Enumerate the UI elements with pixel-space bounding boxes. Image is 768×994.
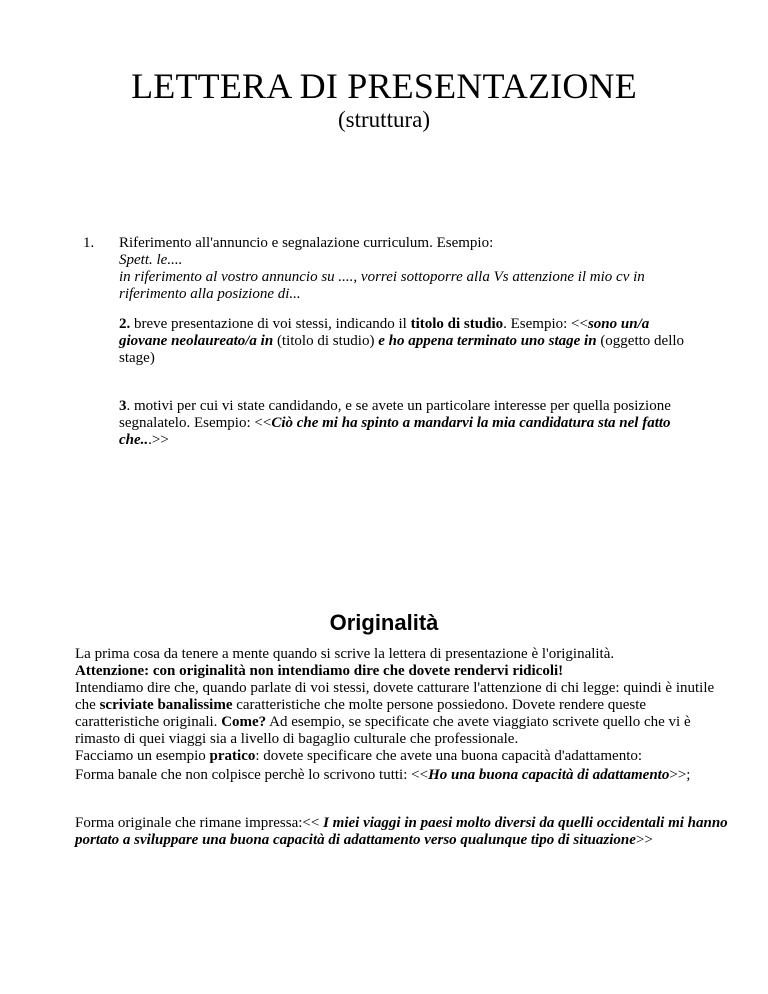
example-line: Spett. le....	[119, 252, 183, 268]
list-item-lead: Riferimento all'annuncio e segnalazione curriculum. Esempio:	[119, 235, 494, 251]
bold-text: scriviate banalissime	[99, 697, 233, 713]
list-item-2	[119, 316, 689, 367]
list-item-number: 3	[119, 398, 127, 414]
list-item-number: 1.	[83, 235, 95, 251]
text-run: >>;	[669, 767, 691, 783]
paragraph-text	[75, 748, 715, 765]
text-run: breve presentazione di voi stessi, indicando il	[130, 316, 411, 332]
text-run: Facciamo un esempio	[75, 748, 210, 764]
list-item-body	[119, 235, 699, 303]
document-title: LETTERA DI PRESENTAZIONE	[131, 66, 637, 106]
text-run: Intendiamo dire che, quando parlate di voi stessi, dovete catturare l'attenzione di chi legge: quindi è inutile che	[75, 680, 715, 713]
bold-italic-text: I miei viaggi in paesi molto diversi da quelli occidentali mi hanno portato a sviluppare una buona capacità di adattamento verso qualunque tipo di situazione	[75, 815, 728, 848]
warning-text: Attenzione: con originalità non intendiamo dire che dovete rendervi ridicoli!	[75, 663, 564, 679]
document-subtitle: (struttura)	[338, 107, 430, 132]
text-run: Ad esempio, se specificate che avete viaggiato scrivete quello che vi è rimasto di quei viaggi sia a livello di bagaglio culturale che professionale.	[75, 714, 691, 747]
text-run: >>	[635, 832, 653, 848]
section-heading: Originalità	[329, 610, 439, 635]
list-item-number: 2.	[119, 316, 131, 332]
bold-text: titolo di studio	[410, 316, 504, 332]
paragraph	[75, 815, 735, 849]
example-line: in riferimento al vostro annuncio su ...., vorrei sottoporre alla Vs attenzione il mio cv in	[119, 269, 645, 285]
paragraph-line: La prima cosa da tenere a mente quando si scrive la lettera di presentazione è l'originalità.	[75, 646, 615, 662]
list-item-3	[119, 398, 689, 449]
text-run: . motivi per cui vi state candidando, e se avete un particolare interesse per quella posizione segnalatelo. Esempio: <<	[119, 398, 671, 431]
paragraph	[75, 767, 715, 784]
paragraph	[75, 646, 715, 765]
bold-text: Come?	[221, 714, 267, 730]
text-run: : dovete specificare che avete una buona capacità d'adattamento:	[255, 748, 643, 764]
text-run: (titolo di studio)	[273, 333, 379, 349]
bold-italic-text: Ho una buona capacità di adattamento	[428, 767, 670, 783]
bold-italic-text: sono un/a giovane neolaureato/a in	[119, 316, 650, 349]
bold-italic-text: Ciò che mi ha spinto a mandarvi la mia candidatura sta nel fatto che..	[119, 415, 671, 448]
text-run: .>>	[148, 432, 169, 448]
text-run: Forma banale che non colpisce perchè lo scrivono tutti: <<	[75, 767, 429, 783]
text-run: Forma originale che rimane impressa:<<	[75, 815, 324, 831]
text-run: . Esempio: <<	[503, 316, 588, 332]
text-run: (oggetto dello stage)	[119, 333, 685, 366]
bold-italic-text: e ho appena terminato uno stage in	[378, 333, 597, 349]
bold-text: pratico	[209, 748, 256, 764]
text-run: caratteristiche che molte persone possiedono. Dovete rendere queste caratteristiche originali.	[75, 697, 647, 730]
paragraph-text	[75, 680, 715, 748]
example-line: riferimento alla posizione di...	[119, 286, 301, 302]
